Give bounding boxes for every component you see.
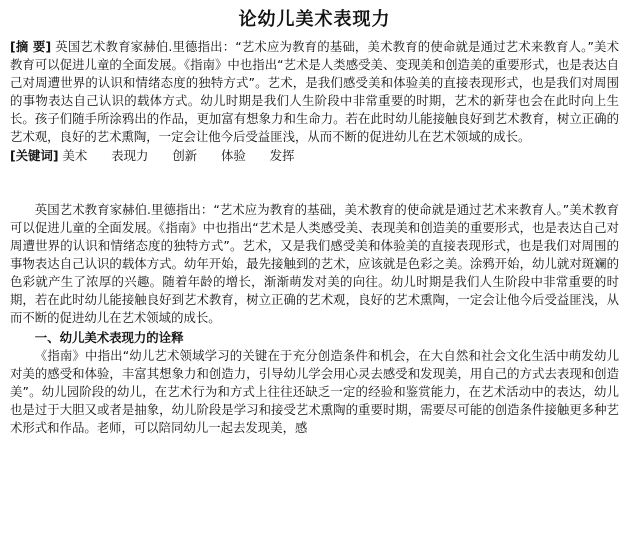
abstract (10, 38, 619, 146)
keywords-tag: [关键词] (10, 148, 59, 163)
section-heading: 一、幼儿美术表现力的诠释 (34, 330, 184, 345)
intro-paragraph: 英国艺术教育家赫伯.里德指出：“艺术应为教育的基础，美术教育的使命就是通过艺术来教育人。”美术教育可以促进儿童的全面发展。《指南》中也指出“艺术是人类感受美、表现美和创造美的重要形式，也是表达自己对周遭世界的认识和情绪态度的独特方式”。艺术，又是我们感受美和体验美的直接表现形式，也是我们对周围的事物表达自己认识的载体方式。幼年开始，最先接触到的艺术，应该就是色彩之美。涂鸦开始，幼儿就对斑斓的色彩就产生了浓厚的兴趣。随着年龄的增长，渐渐萌发对美的向往。幼儿时期是我们人生阶段中非常重要的时期，若在此时幼儿能接触良好到艺术教育，树立正确的艺术观，良好的艺术熏陶，一定会让他今后受益匪浅，从而不断的促进幼儿在艺术领域的成长。 (10, 202, 619, 325)
keyword: 体验 (221, 148, 246, 163)
spacer (10, 165, 619, 201)
abstract-tag: [摘 要] (10, 39, 52, 54)
page-title: 论幼儿美术表现力 (238, 9, 391, 30)
keywords (10, 147, 619, 165)
keyword: 发挥 (269, 148, 295, 163)
section-paragraph: 《指南》中指出“幼儿艺术领域学习的关键在于充分创造条件和机会，在大自然和社会文化生活中萌发幼儿对美的感受和体验，丰富其想象力和创造力，引导幼儿学会用心灵去感受和发现美，用自己的方式去表现和创造美”。幼儿园阶段的幼儿，在艺术行为和方式上往往还缺乏一定的经验和鉴赏能力，在艺术活动中的表达，幼儿也是过于大胆又或者是抽象，幼儿阶段是学习和接受艺术熏陶的重要时期，需要尽可能的创造条件接触更多种艺术形式和作品。老师，可以陪同幼儿一起去发现美，感 (10, 348, 619, 435)
document-page (0, 8, 629, 536)
keyword: 美术 (62, 148, 88, 163)
keyword: 创新 (172, 148, 198, 163)
keyword: 表现力 (111, 148, 149, 163)
abstract-text: 英国艺术教育家赫伯.里德指出：“艺术应为教育的基础，美术教育的使命就是通过艺术来教育人。”美术教育可以促进儿童的全面发展。《指南》中也指出“艺术是人类感受美、变现美和创造美的重要形式，也是表达自己对周遭世界的认识和情绪态度的独特方式”。艺术，是我们感受美和体验美的直接表现形式，也是我们对周围的事物表达自己认识的载体方式。幼儿时期是我们人生阶段中非常重要的时期，艺术的新芽也会在此时向上生长。孩子们随手所涂鸦出的作品，更加富有想象力和生命力。若在此时幼儿能接触良好到艺术教育，树立正确的艺术观，良好的艺术熏陶，一定会让他今后受益匪浅，从而不断的促进幼儿在艺术领域的成长。 (10, 39, 620, 144)
